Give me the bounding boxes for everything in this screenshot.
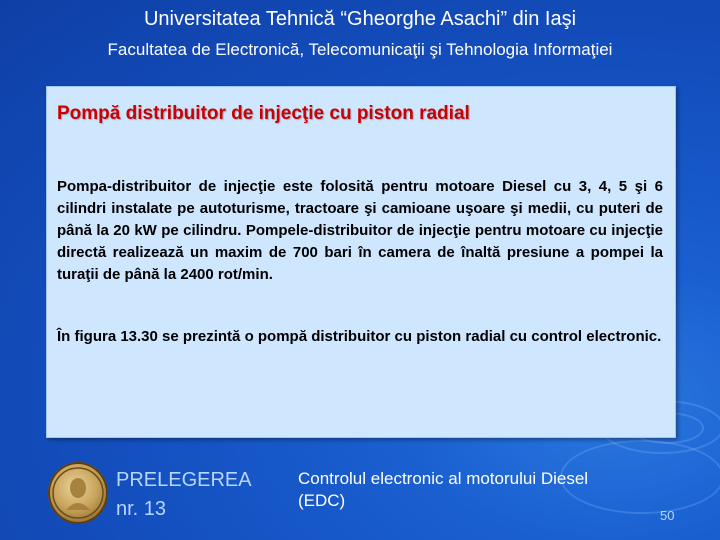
university-name: Universitatea Tehnică “Gheorghe Asachi” din Iaşi: [143, 8, 577, 30]
university-seal-icon: [48, 462, 108, 524]
paragraph: Pompa-distribuitor de injecţie este folosită pentru motoare Diesel cu 3, 4, 5 şi 6 cilindri instalate pe autoturisme, tractoare şi camioane uşoare şi medii, cu puteri de până la 20 kW pe cilindru. Pompele-distribuitor de injecţie pentru motoare cu injecţie directă realizează un maxim de 700 bari în camera de înaltă presiune a pompei la turaţii de până la 2400 rot/min.: [57, 178, 663, 283]
slide-title: Pompă distribuitor de injecţie cu piston radial: [57, 103, 470, 124]
content-panel: [46, 86, 676, 438]
course-title: Controlul electronic al motorului Diesel (EDC): [298, 469, 589, 510]
page-number: 50: [660, 508, 675, 523]
lecture-number: nr. 13: [116, 498, 167, 520]
faculty-name: Facultatea de Electronică, Telecomunicaţii şi Tehnologia Informaţiei: [107, 40, 613, 59]
lecture-label: PRELEGEREA: [116, 469, 252, 491]
paragraph: În figura 13.30 se prezintă o pompă distribuitor cu piston radial cu control electronic.: [57, 328, 662, 345]
